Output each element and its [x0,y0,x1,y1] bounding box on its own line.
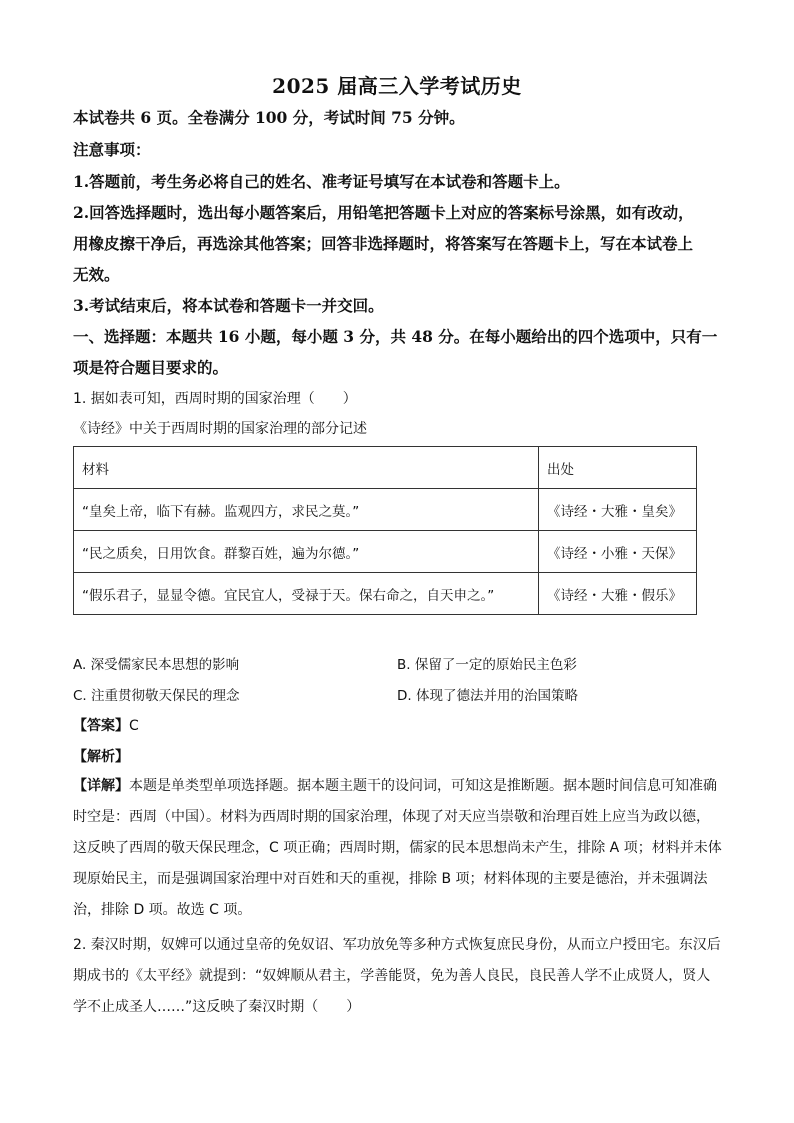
notice-item-2-line-3: 无效。 [73,265,120,284]
answer-tag: 【答案】 [73,718,129,734]
source-table [73,446,697,615]
detail-tag: 【详解】 [73,778,129,794]
notice-item-3: 3.考试结束后，将本试卷和答题卡一并交回。 [73,296,384,315]
question-2-line-1: 2. 秦汉时期，奴婢可以通过皇帝的免奴诏、军功放免等多种方式恢复庶民身份，从而立户授田宅。东汉后 [73,937,721,953]
question-2-line-3: 学不止成圣人……”这反映了秦汉时期（ ） [73,999,361,1015]
page-title: 2025 届高三入学考试历史 [272,74,522,98]
detail-line-1 [73,771,728,802]
table-cell-material: “假乐君子，显显令德。宜民宜人，受禄于天。保右命之，自天申之。” [74,573,539,615]
table-cell-source: 《诗经・小雅・天保》 [539,531,697,573]
exam-info: 本试卷共 6 页。全卷满分 100 分，考试时间 75 分钟。 [73,108,465,127]
table-cell-material: “皇矣上帝，临下有赫。监观四方，求民之莫。” [74,489,539,531]
question-2-line-2: 期成书的《太平经》就提到：“奴婢顺从君主，学善能贤，免为善人良民，良民善人学不止成贤人，贤人 [73,968,711,984]
table-header-source: 出处 [539,447,697,489]
question-1-stem: 1. 据如表可知，西周时期的国家治理（ ） [73,391,357,407]
section-heading-line-1: 一、选择题：本题共 16 小题，每小题 3 分，共 48 分。在每小题给出的四个选项中，只有一 [73,327,718,346]
table-header-material: 材料 [74,447,539,489]
table-cell-source: 《诗经・大雅・假乐》 [539,573,697,615]
detail-line-2: 时空是：西周（中国）。材料为西周时期的国家治理，体现了对天应当崇敬和治理百姓上应当为政以德， [73,809,710,825]
detail-text: 本题是单类型单项选择题。据本题主题干的设问词，可知这是推断题。据本题时间信息可知准确 [129,778,717,794]
answer-line [73,715,139,735]
table-cell-source: 《诗经・大雅・皇矣》 [539,489,697,531]
answer-value: C [129,718,139,734]
detail-line-3: 这反映了西周的敬天保民理念，C 项正确；西周时期，儒家的民本思想尚未产生，排除 A 项；材料并未体 [73,840,722,856]
option-c: C. 注重贯彻敬天保民的理念 [73,688,240,704]
table-cell-material: “民之质矣，日用饮食。群黎百姓，遍为尔德。” [74,531,539,573]
table-row [74,531,697,573]
table-header-row [74,447,697,489]
option-b: B. 保留了一定的原始民主色彩 [397,657,577,673]
notice-item-1: 1.答题前，考生务必将自己的姓名、准考证号填写在本试卷和答题卡上。 [73,172,570,191]
section-heading-line-2: 项是符合题目要求的。 [73,358,229,377]
table-row [74,489,697,531]
table-caption: 《诗经》中关于西周时期的国家治理的部分记述 [73,421,367,437]
analysis-line [73,746,129,766]
option-a: A. 深受儒家民本思想的影响 [73,657,240,673]
notice-item-2-line-2: 用橡皮擦干净后，再选涂其他答案；回答非选择题时，将答案写在答题卡上，写在本试卷上 [73,234,694,253]
detail-line-4: 现原始民主，而是强调国家治理中对百姓和天的重视，排除 B 项；材料体现的主要是德治，并未强调法 [73,871,708,887]
option-d: D. 体现了德法并用的治国策略 [397,688,578,704]
detail-line-5: 治，排除 D 项。故选 C 项。 [73,902,252,918]
notice-heading: 注意事项： [73,140,151,159]
table-row [74,573,697,615]
notice-item-2-line-1: 2.回答选择题时，选出每小题答案后，用铅笔把答题卡上对应的答案标号涂黑，如有改动， [73,203,694,222]
analysis-tag: 【解析】 [73,749,129,765]
